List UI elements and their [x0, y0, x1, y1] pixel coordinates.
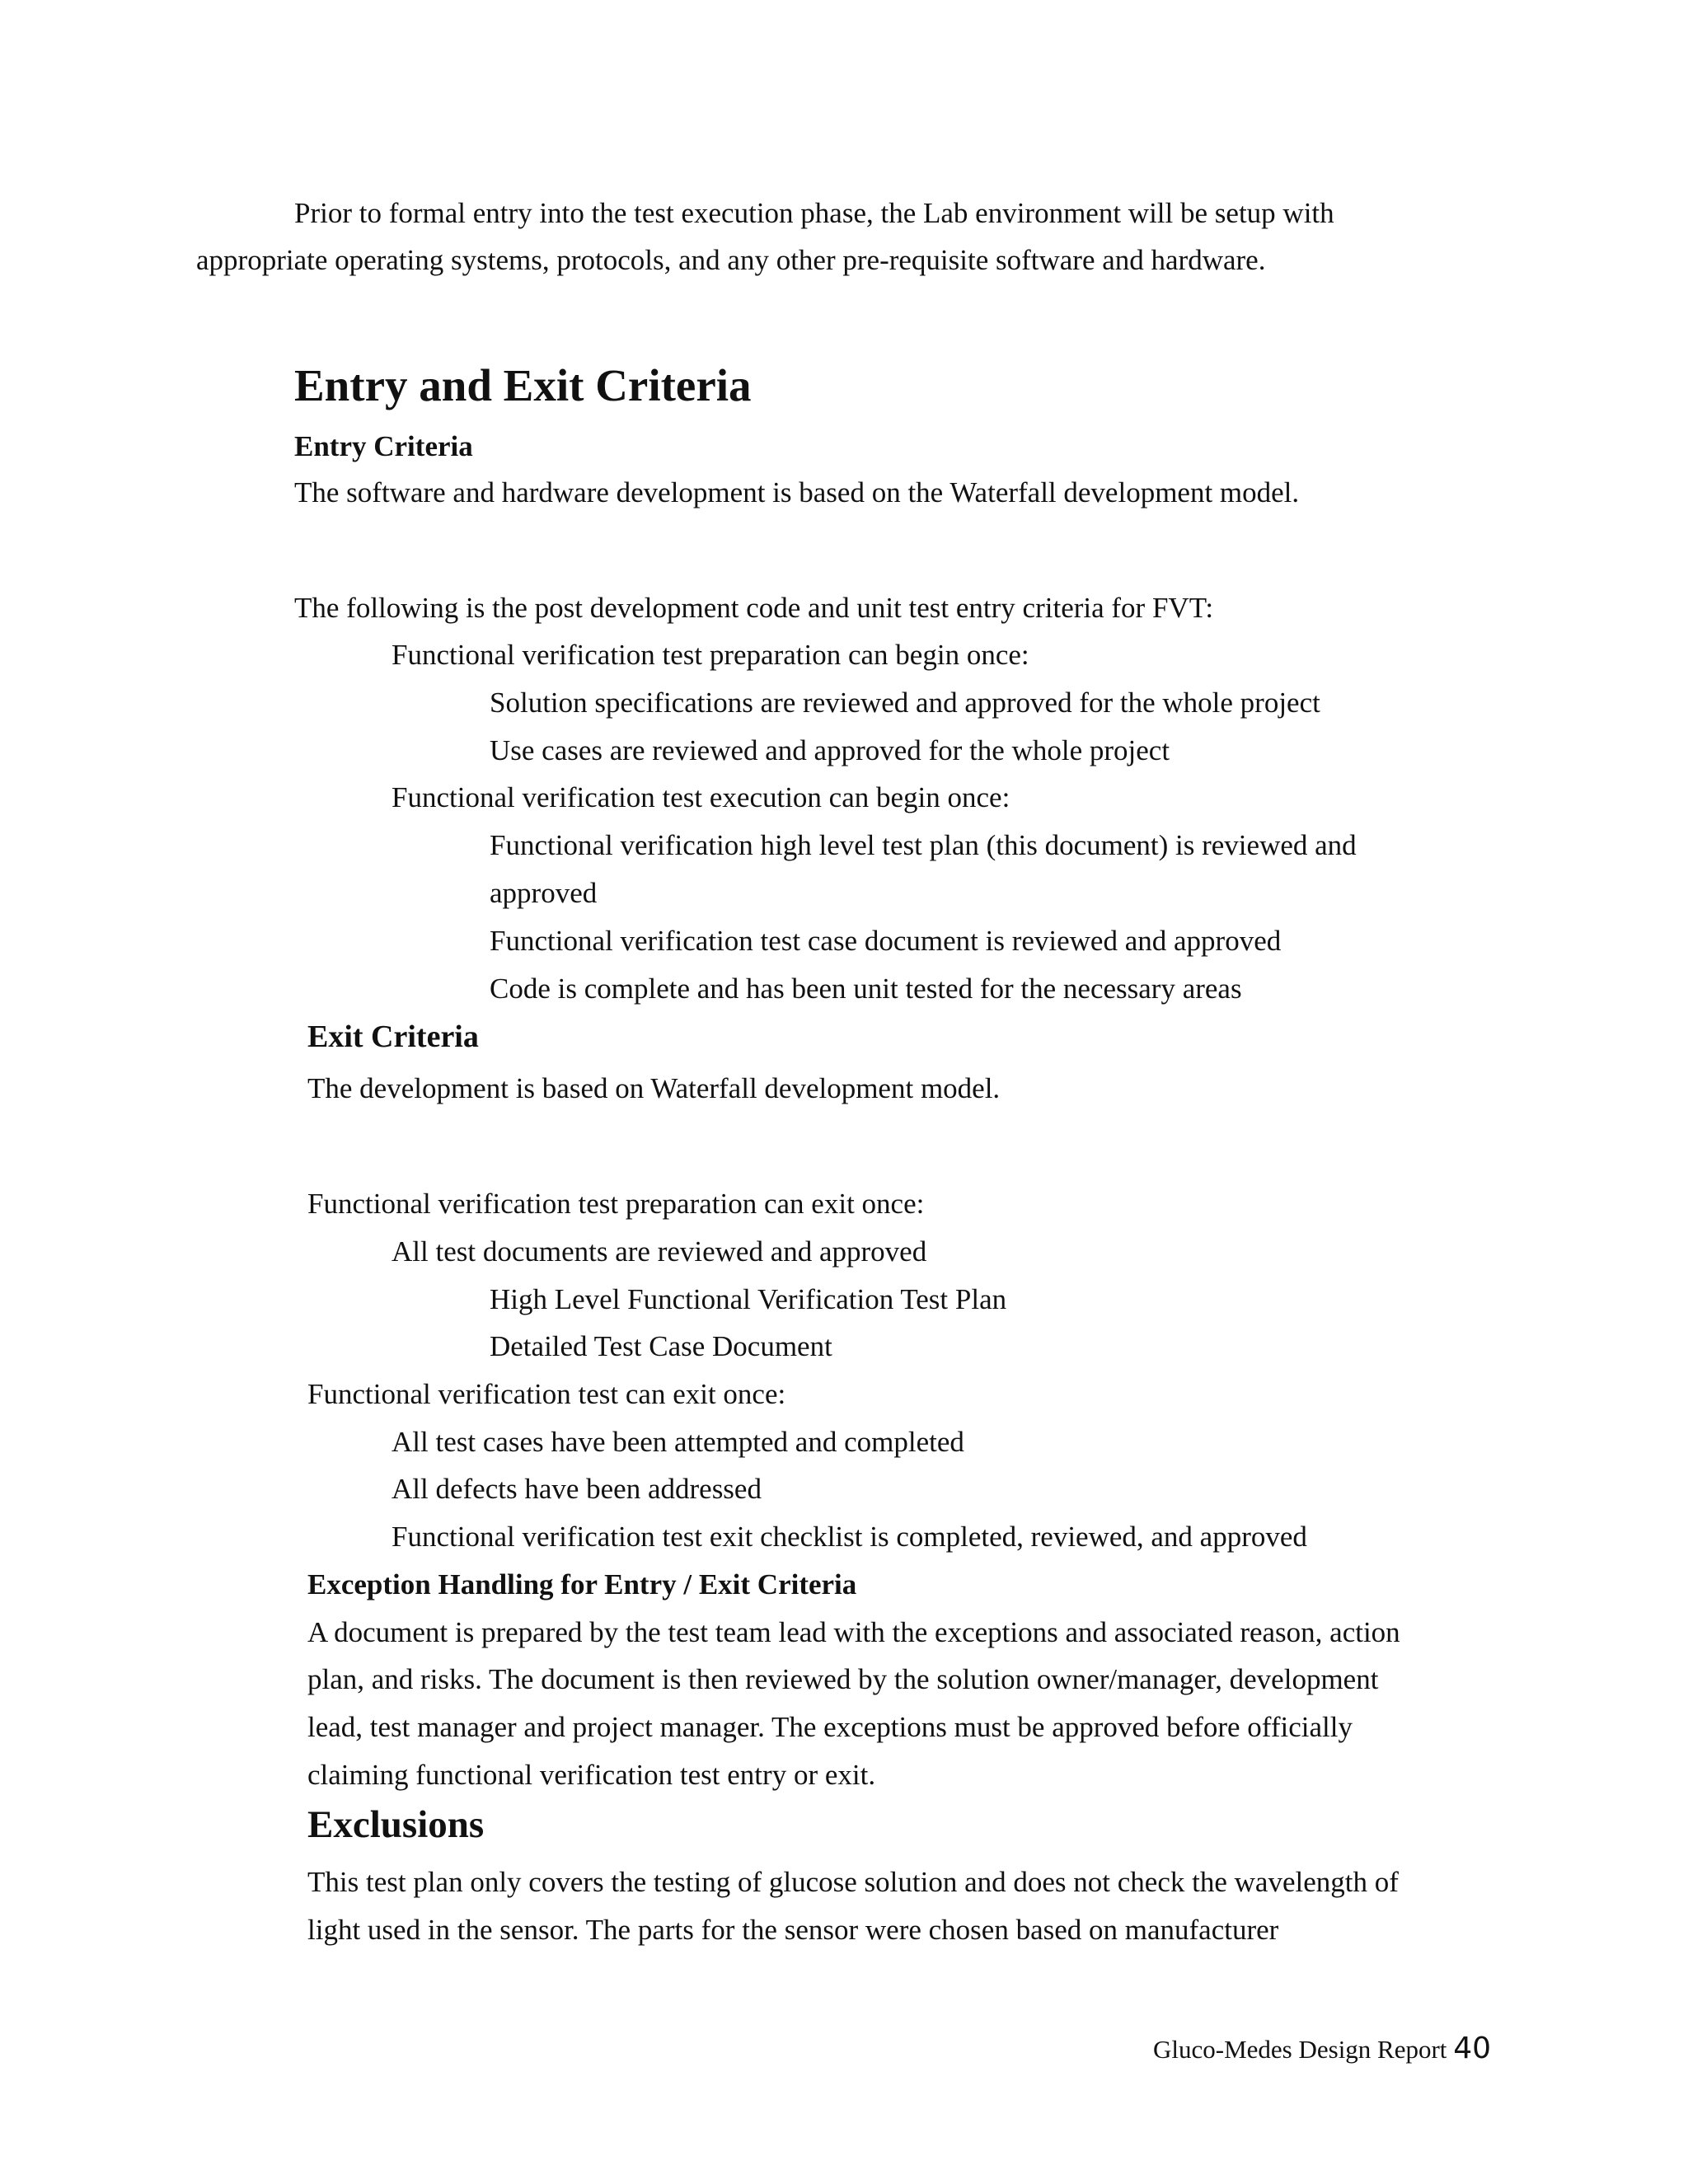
- entry-exec-item: Code is complete and has been unit tested for the necessary areas: [490, 972, 1242, 1005]
- entry-model-text: The software and hardware development is based on the Waterfall development model.: [294, 476, 1300, 509]
- exit-docs-item: Detailed Test Case Document: [490, 1330, 832, 1362]
- entry-prep-item: Use cases are reviewed and approved for the whole project: [490, 734, 1170, 766]
- exception-line: claiming functional verification test entry or exit.: [307, 1759, 876, 1791]
- exit-docs-heading: All test documents are reviewed and approved: [392, 1235, 927, 1268]
- exception-line: A document is prepared by the test team lead with the exceptions and associated reason, action: [307, 1616, 1400, 1648]
- entry-prep-heading: Functional verification test preparation can begin once:: [392, 639, 1029, 671]
- entry-prep-item: Solution specifications are reviewed and approved for the whole project: [490, 687, 1320, 719]
- exit-test-item: All test cases have been attempted and completed: [392, 1426, 964, 1458]
- exit-docs-item: High Level Functional Verification Test Plan: [490, 1283, 1007, 1315]
- exception-line: plan, and risks. The document is then reviewed by the solution owner/manager, development: [307, 1663, 1379, 1695]
- section-title-exclusions: Exclusions: [307, 1803, 485, 1846]
- footer-report-title: Gluco-Medes Design Report: [1153, 2035, 1447, 2064]
- exit-model-text: The development is based on Waterfall development model.: [307, 1072, 1001, 1104]
- exit-criteria-heading: Exit Criteria: [307, 1019, 479, 1054]
- intro-line-2: appropriate operating systems, protocols, and any other pre-requisite software and hardware.: [196, 244, 1266, 276]
- page-footer: [1153, 2032, 1491, 2066]
- intro-line-1: Prior to formal entry into the test execution phase, the Lab environment will be setup with: [294, 197, 1334, 229]
- entry-criteria-heading: Entry Criteria: [294, 430, 473, 462]
- exclusions-line: light used in the sensor. The parts for the sensor were chosen based on manufacturer: [307, 1914, 1279, 1946]
- exit-test-item: Functional verification test exit checklist is completed, reviewed, and approved: [392, 1521, 1307, 1553]
- section-title-entry-exit: Entry and Exit Criteria: [294, 360, 752, 410]
- exception-line: lead, test manager and project manager. The exceptions must be approved before officially: [307, 1711, 1353, 1743]
- entry-exec-item: Functional verification high level test plan (this document) is reviewed and: [490, 829, 1357, 861]
- entry-exec-item: Functional verification test case document is reviewed and approved: [490, 925, 1282, 957]
- entry-intro-text: The following is the post development code and unit test entry criteria for FVT:: [294, 592, 1214, 624]
- page-number: 40: [1453, 2032, 1491, 2065]
- exit-test-heading: Functional verification test can exit once:: [307, 1378, 786, 1410]
- entry-exec-item: approved: [490, 877, 598, 909]
- exit-test-item: All defects have been addressed: [392, 1473, 762, 1505]
- exit-prep-heading: Functional verification test preparation can exit once:: [307, 1188, 925, 1220]
- exception-heading: Exception Handling for Entry / Exit Criteria: [307, 1568, 857, 1601]
- entry-exec-heading: Functional verification test execution can begin once:: [392, 781, 1010, 813]
- exclusions-line: This test plan only covers the testing of glucose solution and does not check the wavelength of: [307, 1866, 1399, 1898]
